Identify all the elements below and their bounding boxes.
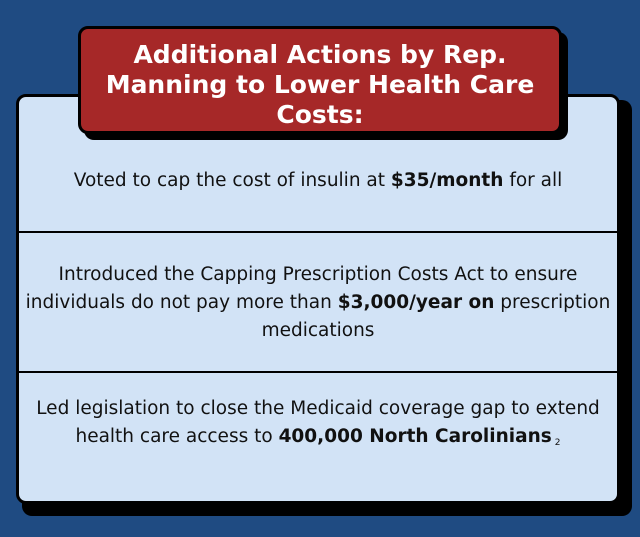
action-item-medicaid	[19, 395, 617, 457]
action-highlight: $3,000/year on	[337, 292, 495, 313]
action-highlight: $35/month	[390, 170, 504, 191]
action-item-prescription	[19, 261, 617, 345]
action-text-end: for all	[503, 170, 563, 191]
action-item-insulin	[19, 167, 617, 195]
page-title: Additional Actions by Rep. Manning to Lower Health Care Costs:	[78, 26, 562, 134]
footnote-marker: 2	[554, 438, 561, 448]
action-text: Introduced the Capping Prescription Costs Act to ensure individuals do not pay more than	[25, 264, 578, 313]
divider	[19, 371, 617, 373]
divider	[19, 231, 617, 233]
content-panel	[16, 94, 620, 504]
action-text-end: prescription medications	[261, 292, 611, 341]
action-text: Voted to cap the cost of insulin at	[73, 170, 391, 191]
action-highlight: 400,000 North Carolinians	[278, 426, 552, 447]
action-text: Led legislation to close the Medicaid coverage gap to extend health care access to	[36, 398, 600, 447]
